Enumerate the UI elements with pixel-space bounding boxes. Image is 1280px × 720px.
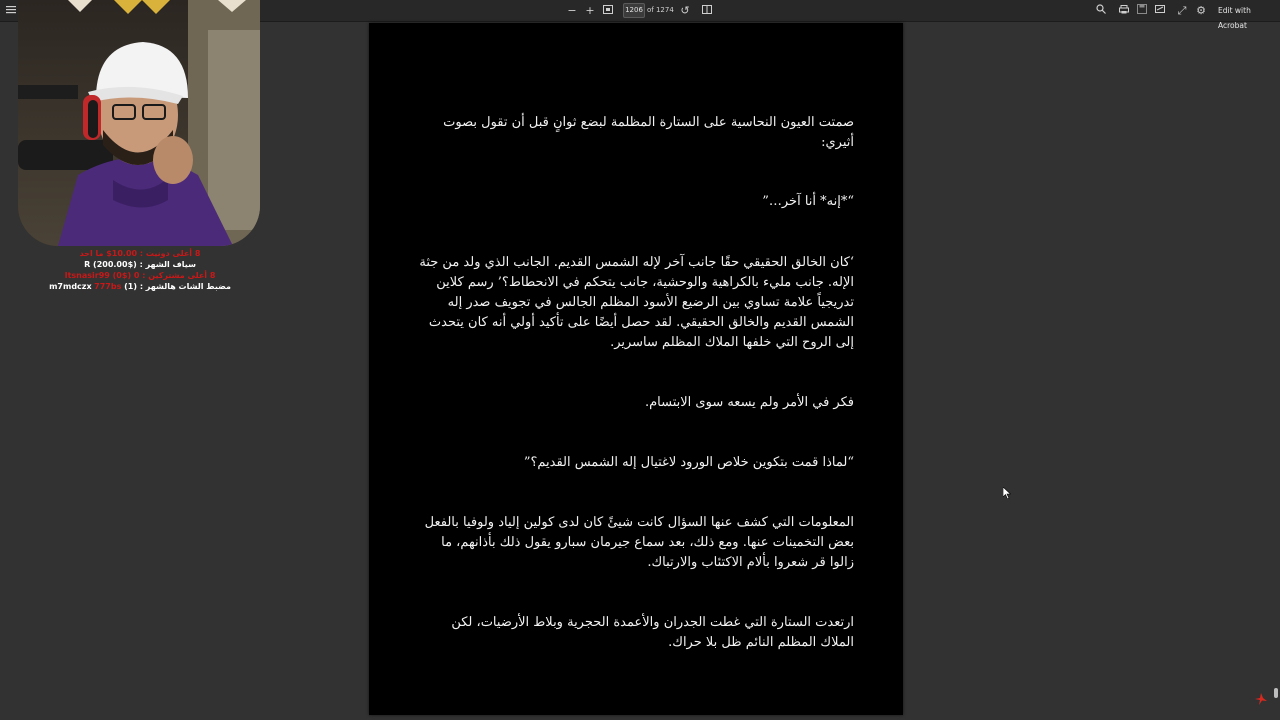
stat-chat-controller-prefix: 777bs: [94, 282, 122, 291]
stat-top-donation: 8 أعلى دونيت : 10.00$ ما احد: [79, 249, 201, 258]
edit-with-acrobat-button[interactable]: Edit with Acrobat: [1218, 6, 1251, 30]
paragraph-3: ‘كان الخالق الحقيقي حقًا جانب آخر لإله الشمس القديم. الجانب الذي ولد من جثة الإله. جانب مليء بالكراهية والوحشية، جانب يتحكم في الانحطاط؟’ رسم كلاين تدريجياً علامة تساوي بين الرضيع الأسود المظلم الجالس في تجويف صدر إله الشمس القديم والخالق الحقيقي. لقد حصل أيضًا على تأكيد أولي أنه كان يتحدث إلى الروح التي خلفها الملاك المظلم ساسرير.: [419, 255, 854, 350]
document-page: [369, 23, 903, 715]
print-icon[interactable]: [1118, 3, 1130, 18]
paragraph-2: “*إنه* أنا آخر…”: [762, 194, 854, 209]
webcam-overlay: [18, 0, 260, 246]
zoom-in-icon[interactable]: +: [585, 4, 595, 17]
menu-icon[interactable]: [5, 3, 17, 18]
stat-month-sword: [40, 259, 240, 270]
two-page-icon[interactable]: [701, 3, 713, 18]
paragraph-6: المعلومات التي كشف عنها السؤال كانت شيئً كان لدى كولين إلياد ولوفيا بالفعل بعض التخمينات عنها. ومع ذلك، بعد سماع جيرمان سبارو يقول ذلك بأذانهم، ما زالوا قر شعروا بألام الاكتئاب والارتباك.: [424, 515, 854, 570]
page-total-label: of 1274: [647, 6, 674, 14]
paragraph-5: “لماذا قمت بتكوين خلاص الورود لاغتيال إله الشمس القديم؟”: [523, 455, 854, 470]
page-number-input[interactable]: [623, 3, 645, 18]
vertical-scrollbar[interactable]: [1272, 22, 1280, 720]
stream-stats: [40, 248, 240, 292]
zoom-out-icon[interactable]: −: [567, 4, 577, 17]
sign-icon[interactable]: [1154, 3, 1166, 18]
stat-chat-controller: [40, 281, 240, 292]
save-icon[interactable]: [1136, 3, 1148, 18]
settings-icon[interactable]: ⚙: [1196, 4, 1206, 17]
scrollbar-thumb[interactable]: [1274, 688, 1278, 698]
expand-icon[interactable]: ⤢: [1177, 4, 1187, 17]
paragraph-1: صمتت العيون النحاسية على الستارة المظلمة لبضع ثوانٍ قبل أن تقول بصوت أثيري:: [443, 115, 854, 150]
stat-month-sword-label: سياف الشهر :: [139, 260, 196, 269]
streamer-image: [18, 0, 260, 246]
paragraph-4: فكر في الأمر ولم يسعه سوى الابتسام.: [644, 395, 854, 410]
stat-top-subscribers: 8 أعلى مشتركين : 0 ($0) Itsnasir99: [64, 271, 216, 280]
fit-page-icon[interactable]: [602, 3, 614, 18]
acrobat-icon[interactable]: [1254, 691, 1268, 705]
stat-month-sword-value: ($200.00) R: [84, 260, 137, 269]
stat-chat-controller-label: مضبط الشات هالشهر : (1) m7mdczx: [49, 282, 231, 291]
mouse-cursor-icon: [1003, 484, 1011, 496]
rotate-icon[interactable]: ↺: [680, 4, 690, 17]
search-icon[interactable]: [1095, 3, 1107, 18]
paragraph-7: ارتعدت الستارة التي غطت الجدران والأعمدة الحجرية وبلاط الأرضيات، لكن الملاك المظلم النائم ظل بلا حراك.: [451, 615, 854, 650]
